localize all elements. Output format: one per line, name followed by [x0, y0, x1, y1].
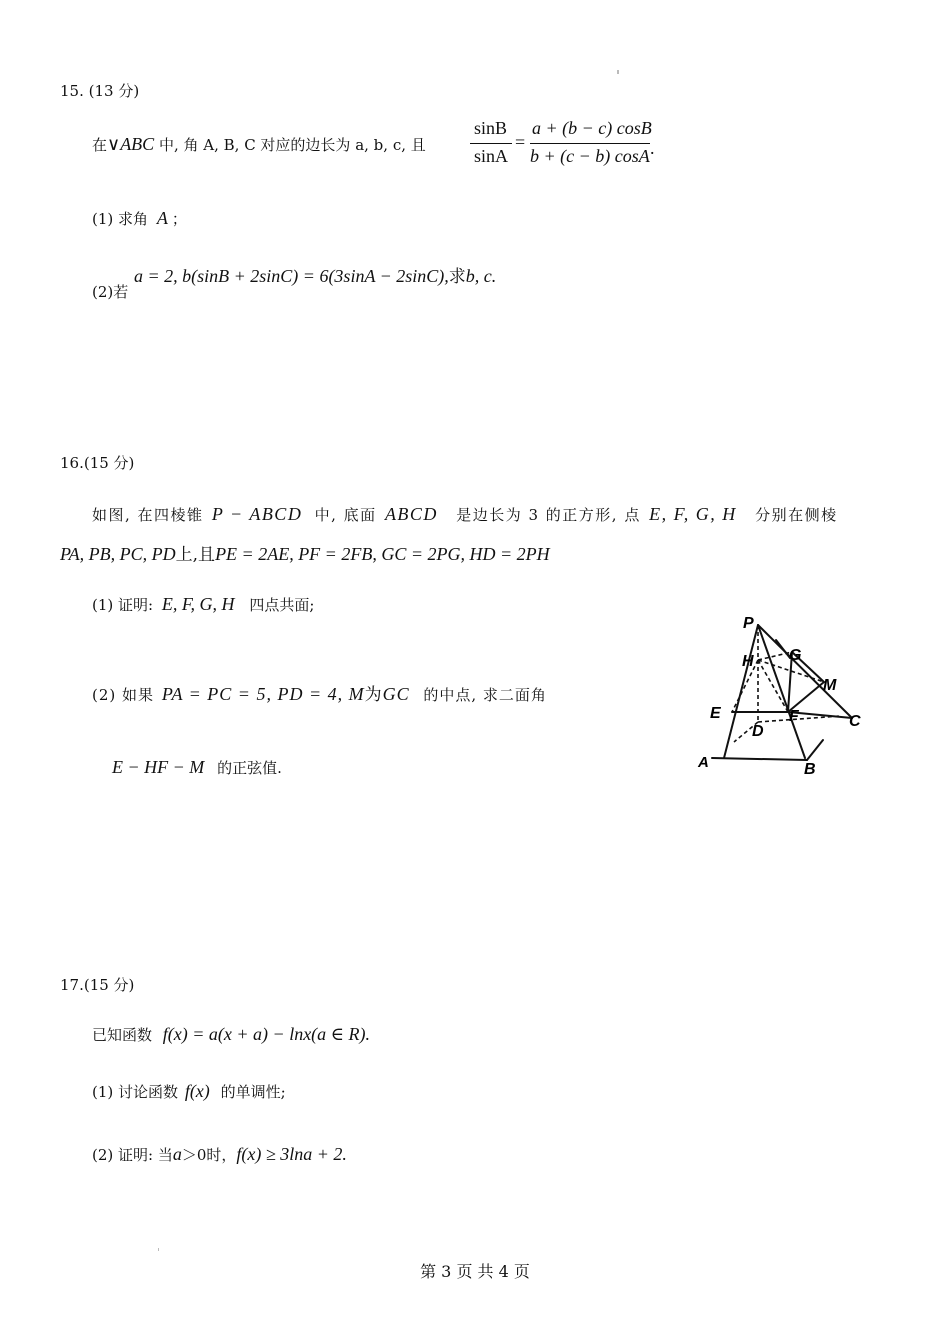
q15-header: 15. (13 分) [60, 82, 140, 100]
q16-part1-tail: 四点共面; [249, 596, 315, 614]
label-E: E [710, 705, 721, 722]
scan-speck [617, 70, 619, 74]
q16-part2-tail: 的中点, 求二面角 [423, 686, 547, 704]
q17-part2-zero: 0时， [196, 1146, 237, 1164]
q15-triangle: ∨ABC [107, 134, 155, 154]
q17-part2-math1: a [172, 1144, 182, 1164]
q16-part2-line2-tail: 的正弦值. [217, 759, 282, 777]
scan-speck [158, 1248, 159, 1251]
q16-line1-math1: P − ABCD [211, 504, 303, 524]
q15-frac-left-den: sinA [474, 146, 509, 166]
q15-part2 [134, 266, 496, 287]
q16-stem-line2 [60, 544, 550, 565]
label-P: P [743, 615, 754, 632]
edge-PC [758, 625, 852, 718]
q15-fraction-right [530, 118, 654, 170]
q16-part2-math: PA = PC = 5, PD = 4, M [161, 684, 365, 704]
hidden-edge-DC [758, 716, 840, 722]
q15-part2-tail: 求 [448, 267, 466, 287]
q15-part1 [92, 208, 187, 229]
pyramid-figure [690, 610, 880, 780]
q16-line1-b: 中, 底面 [314, 506, 377, 524]
q16-line2-a: 上,且 [175, 545, 216, 565]
q16-stem-line1 [92, 504, 838, 525]
q15-frac-right-bar [530, 143, 650, 144]
q15-part2-vars: b, c. [465, 266, 497, 286]
q15-fraction-left [470, 118, 514, 170]
q16-part2-math2: GC [382, 684, 410, 704]
q17-part2-label: (2) 证明: 当 [92, 1146, 173, 1164]
q15-frac-left-bar [470, 143, 512, 144]
edge-AB [712, 758, 807, 760]
q15-part2-label: (2)若 [92, 283, 129, 301]
q15-frac-right-num: a + (b − c) cosB [532, 118, 652, 138]
label-F: F [789, 708, 799, 725]
q15-equals: = [515, 132, 526, 152]
q15-stem-mid: 中, 角 A, B, C 对应的边长为 a, b, c, 且 [154, 136, 426, 154]
q15-stem-prefix: 在 [92, 136, 108, 154]
q17-part1-math: f(x) [184, 1081, 210, 1101]
q15-stem-end: . [650, 138, 655, 158]
page-number: 第 3 页 共 4 页 [420, 1262, 530, 1281]
q17-stem [92, 1024, 370, 1045]
q15-part1-end: ； [171, 210, 187, 228]
q16-part2 [92, 684, 547, 705]
q16-part2-label: (2) 如果 [92, 686, 155, 704]
edge-BC-stub [807, 740, 823, 760]
q16-line1-a: 如图, 在四棱锥 [92, 506, 204, 524]
q17-part2-math2: f(x) ≥ 3lna + 2. [236, 1144, 347, 1164]
q16-part1 [92, 594, 314, 615]
q16-line1-d: 分别在侧棱 [755, 506, 838, 524]
label-B: B [804, 761, 816, 778]
q15-stem [92, 134, 426, 155]
label-H: H [742, 653, 754, 670]
q15-part2-math: a = 2, b(sinB + 2sinC) = 6(3sinA − 2sinC), [134, 266, 449, 286]
q17-stem-prefix: 已知函数 [92, 1026, 153, 1044]
label-C: C [849, 713, 861, 730]
q16-line2-math2: PE = 2AE, PF = 2FB, GC = 2PG, HD = 2PH [215, 544, 550, 564]
edge-PB [758, 625, 805, 758]
q15-frac-right-den: b + (c − b) cosA [530, 146, 650, 166]
q16-line1-c: 是边长为 3 的正方形, 点 [456, 506, 641, 524]
q16-header: 16.(15 分) [60, 454, 135, 472]
q15-frac-left-num: sinB [474, 118, 508, 138]
q17-header: 17.(15 分) [60, 976, 135, 994]
label-A: A [698, 754, 709, 771]
label-D: D [752, 723, 764, 740]
hidden-edge-HG [758, 652, 792, 660]
q16-part2-line2-math: E − HF − M [112, 757, 205, 777]
edge-stub-top [776, 640, 790, 658]
label-G: G [789, 647, 802, 664]
q16-line1-math3: E, F, G, H [649, 504, 737, 524]
q16-part1-math: E, F, G, H [161, 594, 235, 614]
q17-stem-math: f(x) = a(x + a) − lnx(a ∈ R). [162, 1024, 370, 1044]
q15-part1-label: (1) 求角 [92, 210, 149, 228]
q17-part2 [92, 1144, 347, 1165]
q16-part2-line2 [112, 757, 282, 778]
q15-part1-var: A [156, 208, 168, 228]
q17-part1-tail: 的单调性; [220, 1083, 286, 1101]
q16-line2-math1: PA, PB, PC, PD [60, 544, 176, 564]
q16-line1-math2: ABCD [384, 504, 438, 524]
q16-part1-label: (1) 证明: [92, 596, 154, 614]
q17-part2-gt: ＞ [181, 1146, 197, 1164]
q16-part2-a: 为 [364, 685, 383, 705]
q17-part1-label: (1) 讨论函数 [92, 1083, 179, 1101]
q17-part1 [92, 1081, 286, 1102]
label-M: M [823, 677, 837, 694]
